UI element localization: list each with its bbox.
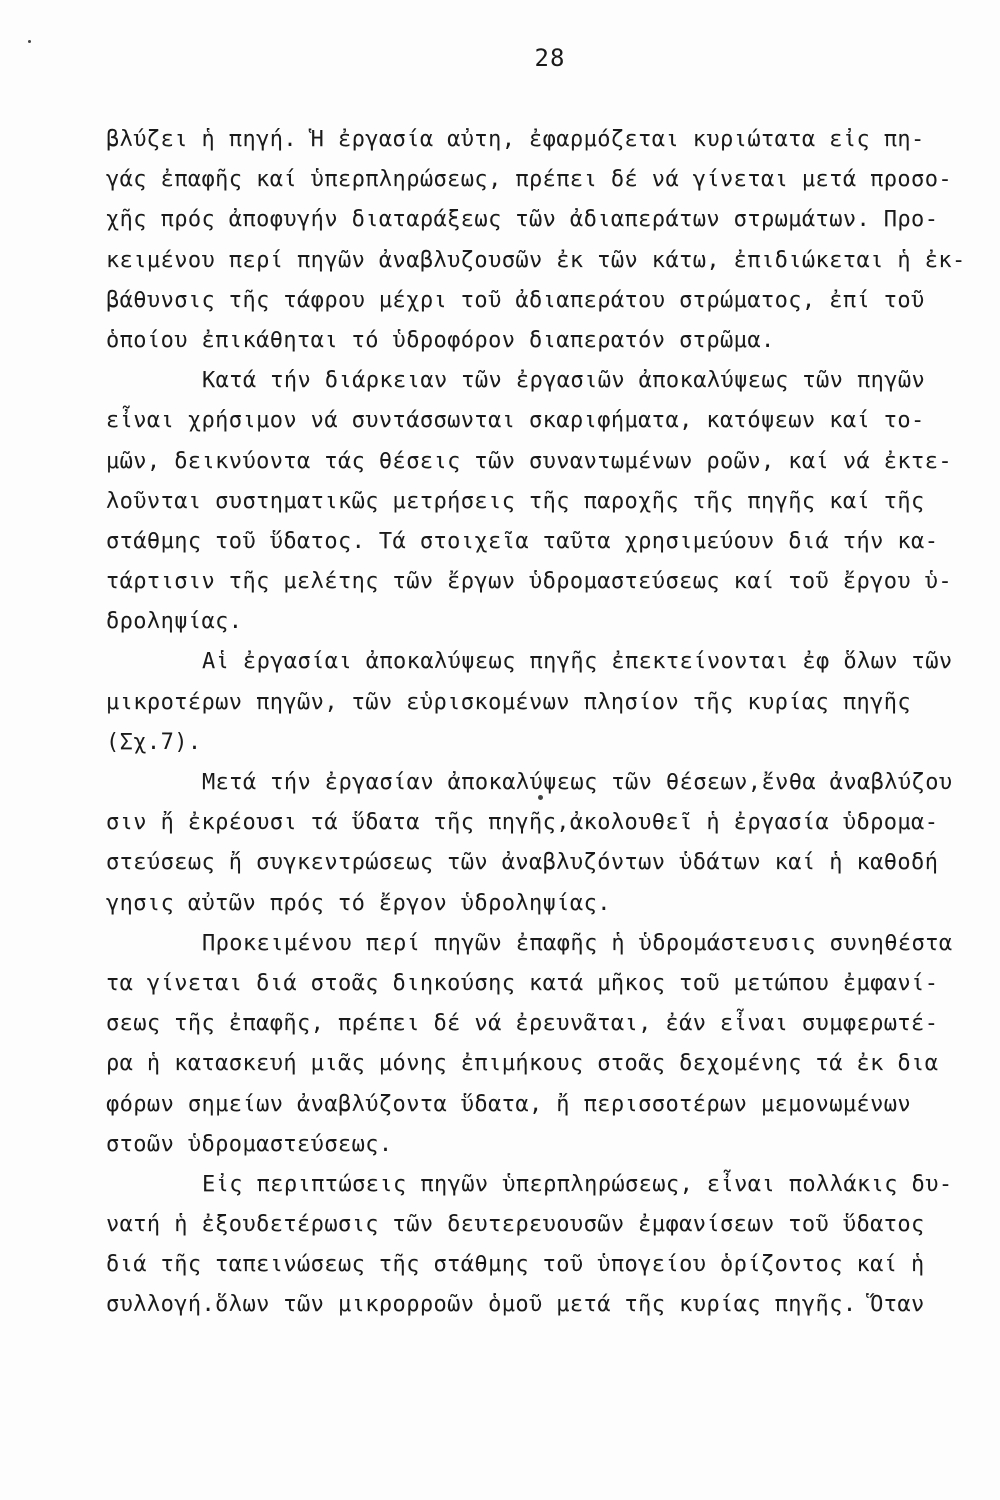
paragraph-start-line: Εἰς περιπτώσεις πηγῶν ὑπερπληρώσεως, εἶναι πολλάκις δυ-	[202, 1171, 953, 1197]
paragraph-start-line: Κατά τήν διάρκειαν τῶν ἐργασιῶν ἀποκαλύψεως τῶν πηγῶν	[202, 368, 926, 394]
text-line: μῶν, δεικνύοντα τάς θέσεις τῶν συναντωμένων ροῶν, καί νά ἐκτε-	[106, 448, 952, 474]
text-line: βλύζει ἡ πηγή. Ἡ ἐργασία αὐτη, ἐφαρμόζεται κυριώτατα εἰς πη-	[106, 127, 925, 152]
text-line: βάθυνσις τῆς τάφρου μέχρι τοῦ ἀδιαπεράτου στρώματος, ἐπί τοῦ	[106, 287, 925, 313]
text-line: τα γίνεται διά στοᾶς διηκούσης κατά μῆκος τοῦ μετώπου ἐμφανί-	[106, 970, 939, 996]
paragraph-start-line: Προκειμένου περί πηγῶν ἐπαφῆς ἡ ὑδρομάστευσις συνηθέστα	[202, 930, 953, 956]
paragraph-start-line: Αἱ ἐργασίαι ἀποκαλύψεως πηγῆς ἐπεκτείνονται ἐφ ὅλων τῶν	[202, 649, 953, 675]
paragraph-start-line: Μετά τήν ἐργασίαν ἀποκαλύψεως τῶν θέσεων,ἔνθα ἀναβλύζου	[202, 770, 953, 795]
page-number: 28	[534, 44, 566, 72]
ink-speck	[28, 40, 31, 43]
body-text	[106, 120, 986, 1326]
text-line: στεύσεως ἤ συγκεντρώσεως τῶν ἀναβλυζόντων ὑδάτων καί ἡ καθοδή	[106, 850, 939, 876]
text-line: νατή ἡ ἐξουδετέρωσις τῶν δευτερευουσῶν ἐμφανίσεων τοῦ ὕδατος	[106, 1212, 925, 1238]
text-line: χῆς πρός ἀποφυγήν διαταράξεως τῶν ἀδιαπεράτων στρωμάτων. Προ-	[106, 207, 939, 233]
text-line: συλλογή.ὅλων τῶν μικρορροῶν ὁμοῦ μετά τῆς κυρίας πηγῆς. Ὅταν	[106, 1292, 925, 1318]
text-line: σεως τῆς ἐπαφῆς, πρέπει δέ νά ἐρευνᾶται, ἐάν εἶναι συμφερωτέ-	[106, 1011, 939, 1037]
text-line: γησις αὐτῶν πρός τό ἔργον ὑδροληψίας.	[106, 890, 611, 916]
text-line: στάθμης τοῦ ὕδατος. Τά στοιχεῖα ταῦτα χρησιμεύουν διά τήν κα-	[106, 528, 939, 554]
text-line: ὁποίου ἐπικάθηται τό ὑδροφόρον διαπερατόν στρῶμα.	[106, 327, 775, 353]
text-line: στοῶν ὑδρομαστεύσεως.	[106, 1131, 393, 1157]
text-line: κειμένου περί πηγῶν ἀναβλυζουσῶν ἐκ τῶν κάτω, ἐπιδιώκεται ἡ ἐκ-	[106, 247, 966, 273]
text-line: δροληψίας.	[106, 609, 243, 635]
text-line: σιν ἤ ἐκρέουσι τά ὕδατα τῆς πηγῆς,ἀκολουθεῖ ἡ ἐργασία ὑδρομα-	[106, 810, 939, 836]
text-line: διά τῆς ταπεινώσεως τῆς στάθμης τοῦ ὑπογείου ὁρίζοντος καί ἡ	[106, 1252, 925, 1278]
text-line: γάς ἐπαφῆς καί ὑπερπληρώσεως, πρέπει δέ νά γίνεται μετά προσο-	[106, 167, 952, 193]
text-line: (Σχ.7).	[106, 729, 202, 755]
text-line: λοῦνται συστηματικῶς μετρήσεις τῆς παροχῆς τῆς πηγῆς καί τῆς	[106, 488, 925, 514]
text-line: τάρτισιν τῆς μελέτης τῶν ἔργων ὑδρομαστεύσεως καί τοῦ ἔργου ὑ-	[106, 569, 952, 595]
text-line: φόρων σημείων ἀναβλύζοντα ὕδατα, ἤ περισσοτέρων μεμονωμένων	[106, 1091, 912, 1117]
ink-speck	[538, 795, 543, 800]
text-line: ρα ἡ κατασκευή μιᾶς μόνης ἐπιμήκους στοᾶς δεχομένης τά ἐκ δια	[106, 1051, 939, 1077]
text-line: εἶναι χρήσιμον νά συντάσσωνται σκαριφήματα, κατόψεων καί το-	[106, 408, 925, 434]
text-line: μικροτέρων πηγῶν, τῶν εὑρισκομένων πλησίον τῆς κυρίας πηγῆς	[106, 689, 912, 715]
